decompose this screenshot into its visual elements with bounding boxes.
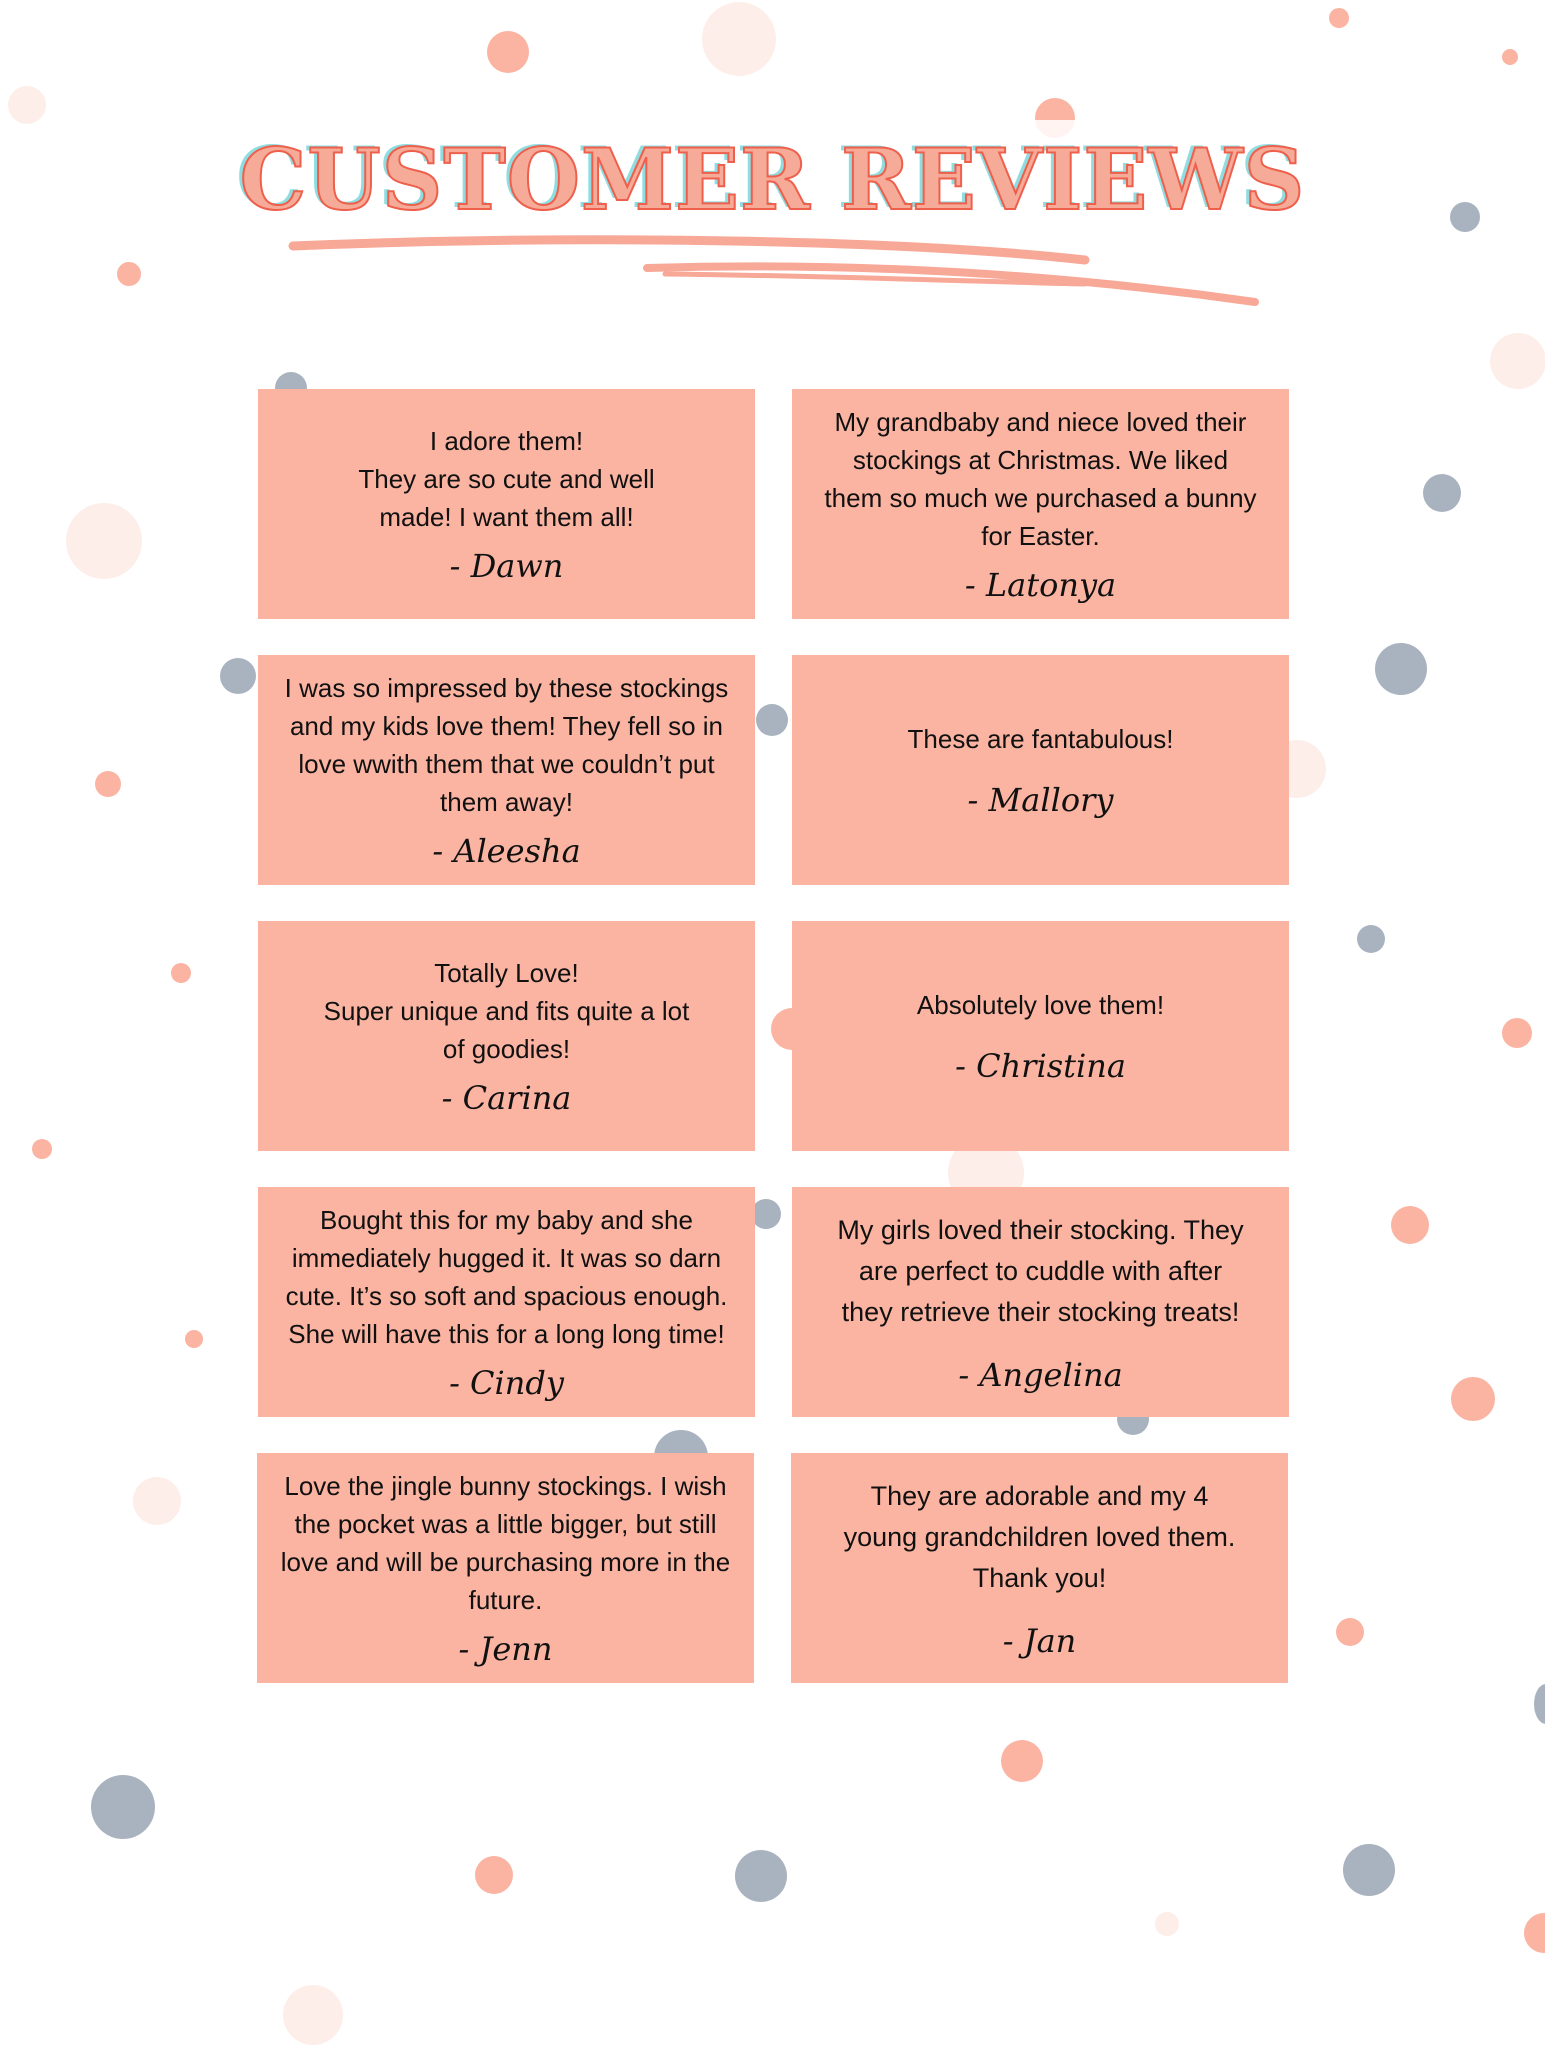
- decorative-dot: [283, 1985, 343, 2045]
- decorative-dot: [756, 704, 788, 736]
- review-card: [257, 1453, 754, 1683]
- decorative-dot: [1329, 8, 1349, 28]
- reviewer-name: - Mallory: [967, 781, 1114, 819]
- decorative-dot: [702, 2, 776, 76]
- decorative-dot: [1423, 474, 1461, 512]
- decorative-dot: [735, 1850, 787, 1902]
- decorative-dot: [66, 503, 142, 579]
- review-text: Absolutely love them!: [916, 990, 1165, 1020]
- reviewer-name: - Cindy: [449, 1364, 564, 1402]
- decorative-dot: [475, 1856, 513, 1894]
- review-card: [792, 655, 1289, 885]
- review-card: [258, 921, 755, 1151]
- review-card: [258, 655, 755, 885]
- reviewer-name: - Jan: [1002, 1621, 1077, 1660]
- review-card: [791, 1453, 1288, 1683]
- reviewer-name: - Angelina: [958, 1355, 1123, 1394]
- review-card: [792, 389, 1289, 619]
- decorative-dot: [1490, 333, 1545, 389]
- decorative-dot: [1375, 643, 1427, 695]
- decorative-dot: [1451, 1377, 1495, 1421]
- brush-underline: [285, 232, 1265, 312]
- decorative-dot: [487, 31, 529, 73]
- decorative-dot: [751, 1199, 781, 1229]
- decorative-dot: [185, 1330, 203, 1348]
- decorative-dot: [95, 771, 121, 797]
- decorative-dot: [171, 963, 191, 983]
- decorative-dot: [91, 1775, 155, 1839]
- review-card: [258, 1187, 755, 1417]
- decorative-dot: [1502, 49, 1518, 65]
- review-text: These are fantabulous!: [907, 724, 1174, 754]
- decorative-dot: [1155, 1912, 1179, 1936]
- review-text: Totally Love! Super unique and fits quite a lot of goodies!: [323, 958, 690, 1064]
- decorative-dot: [1391, 1206, 1429, 1244]
- review-text: My girls loved their stocking. They are perfect to cuddle with after they retrieve their stocking treats!: [837, 1214, 1244, 1327]
- review-card: [792, 1187, 1289, 1417]
- review-card: [792, 921, 1289, 1151]
- page-title: CUSTOMER REVIEWS: [239, 130, 1306, 229]
- reviewer-name: - Aleesha: [432, 832, 581, 870]
- decorative-dot: [1357, 925, 1385, 953]
- review-card: [258, 389, 755, 619]
- decorative-dot: [1524, 1913, 1545, 1953]
- decorative-dot: [133, 1477, 181, 1525]
- decorative-dot: [1343, 1844, 1395, 1896]
- review-text: They are adorable and my 4 young grandchildren loved them. Thank you!: [843, 1480, 1236, 1593]
- reviewer-name: - Latonya: [964, 566, 1117, 604]
- review-text: Love the jingle bunny stockings. I wish the pocket was a little bigger, but still love and will be purchasing more in the future.: [280, 1471, 731, 1615]
- review-text: I was so impressed by these stockings and my kids love them! They fell so in love wwith them that we couldn’t put them away!: [284, 673, 729, 817]
- decorative-dot: [117, 262, 141, 286]
- reviewer-name: - Jenn: [458, 1630, 553, 1668]
- decorative-dot: [8, 86, 46, 124]
- reviewer-name: - Dawn: [449, 547, 564, 585]
- review-text: I adore them! They are so cute and well made! I want them all!: [358, 426, 655, 532]
- reviewer-name: - Christina: [955, 1047, 1126, 1085]
- review-text: Bought this for my baby and she immediately hugged it. It was so darn cute. It’s so soft and spacious enough. She will have this for a long long time!: [285, 1205, 728, 1349]
- decorative-dot: [220, 658, 256, 694]
- decorative-dot: [1502, 1018, 1532, 1048]
- review-text: My grandbaby and niece loved their stockings at Christmas. We liked them so much we purchased a bunny for Easter.: [824, 407, 1257, 551]
- decorative-dot: [1534, 1684, 1545, 1724]
- decorative-dot: [1001, 1740, 1043, 1782]
- decorative-dot: [1336, 1618, 1364, 1646]
- reviewer-name: - Carina: [441, 1079, 572, 1117]
- decorative-dot: [32, 1139, 52, 1159]
